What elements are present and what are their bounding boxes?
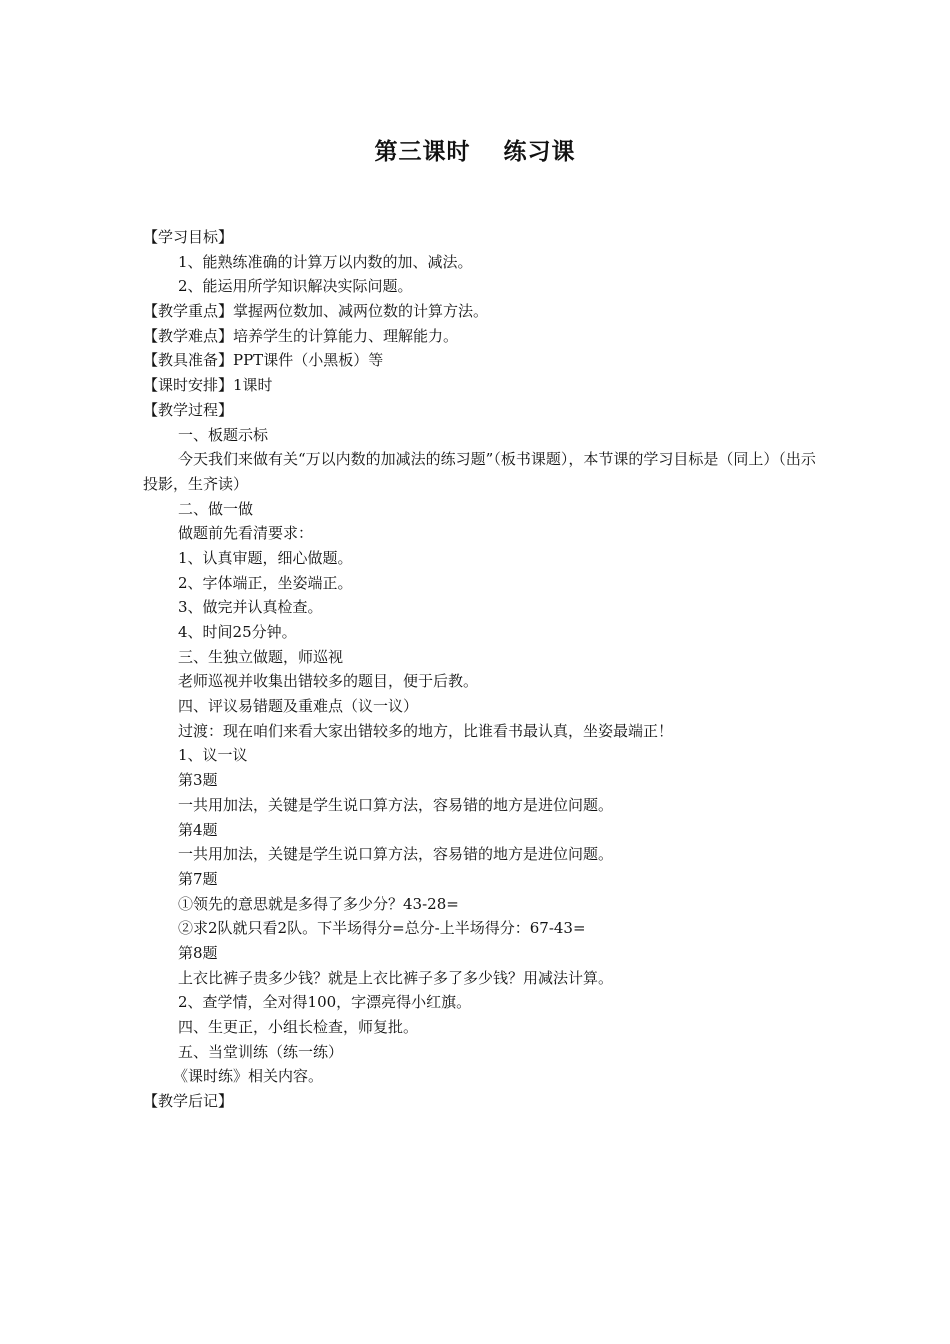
section-heading-process: 【教学过程】	[143, 400, 234, 419]
exercise-note: 上衣比裤子贵多少钱？就是上衣比裤子多了多少钱？用减法计算。	[178, 968, 614, 987]
exercise-number: 第7题	[178, 869, 218, 888]
lesson-schedule: 【课时安排】1课时	[143, 376, 273, 395]
teaching-focus: 【教学重点】掌握两位数加、减两位数的计算方法。	[143, 302, 489, 321]
process-step-heading: 三、生独立做题，师巡视	[178, 647, 344, 666]
process-subheading: 1、议一议	[178, 746, 248, 765]
page-title: 第三课时 练习课	[374, 139, 576, 165]
exercise-number: 第8题	[178, 943, 218, 962]
section-heading-reflection: 【教学后记】	[143, 1092, 234, 1111]
exercise-note: 一共用加法，关键是学生说口算方法，容易错的地方是进位问题。	[178, 795, 614, 814]
exercise-number: 第3题	[178, 771, 218, 790]
exercise-note: ①领先的意思就是多得了多少分？43-28=	[178, 894, 459, 913]
exercise-note: ②求2队就只看2队。下半场得分=总分-上半场得分：67-43=	[178, 919, 586, 938]
process-step-heading: 四、评议易错题及重难点（议一议）	[178, 697, 419, 716]
process-text: 过渡：现在咱们来看大家出错较多的地方，比谁看书最认真，坐姿最端正！	[178, 721, 674, 740]
process-step-heading: 一、板题示标	[178, 425, 269, 444]
objective-item: 2、能运用所学知识解决实际问题。	[178, 277, 413, 296]
exercise-number: 第4题	[178, 820, 218, 839]
process-text: 《课时练》相关内容。	[173, 1067, 324, 1086]
objective-item: 1、能熟练准确的计算万以内数的加、减法。	[178, 252, 473, 271]
process-text: 做题前先看清要求：	[178, 524, 314, 543]
teaching-difficulty: 【教学难点】培养学生的计算能力、理解能力。	[143, 326, 459, 345]
process-subheading: 2、查学情，全对得100，字漂亮得小红旗。	[178, 993, 472, 1012]
process-step-heading: 二、做一做	[178, 499, 254, 518]
section-heading-objectives: 【学习目标】	[143, 228, 234, 246]
process-step-heading: 五、当堂训练（练一练）	[178, 1042, 344, 1061]
process-paragraph: 今天我们来做有关“万以内数的加减法的练习题”（板书课题），本节课的学习目标是（同上）（出示投影，生齐读）	[143, 450, 816, 493]
requirement-item: 3、做完并认真检查。	[178, 598, 323, 617]
document-body	[143, 225, 823, 1114]
process-step-heading: 四、生更正，小组长检查，师复批。	[178, 1018, 419, 1037]
requirement-item: 4、时间25分钟。	[178, 623, 297, 642]
requirement-item: 2、字体端正，坐姿端正。	[178, 573, 353, 592]
teaching-materials: 【教具准备】PPT课件（小黑板）等	[143, 351, 384, 370]
exercise-note: 一共用加法，关键是学生说口算方法，容易错的地方是进位问题。	[178, 845, 614, 864]
requirement-item: 1、认真审题，细心做题。	[178, 548, 353, 567]
process-text: 老师巡视并收集出错较多的题目，便于后教。	[178, 672, 479, 691]
